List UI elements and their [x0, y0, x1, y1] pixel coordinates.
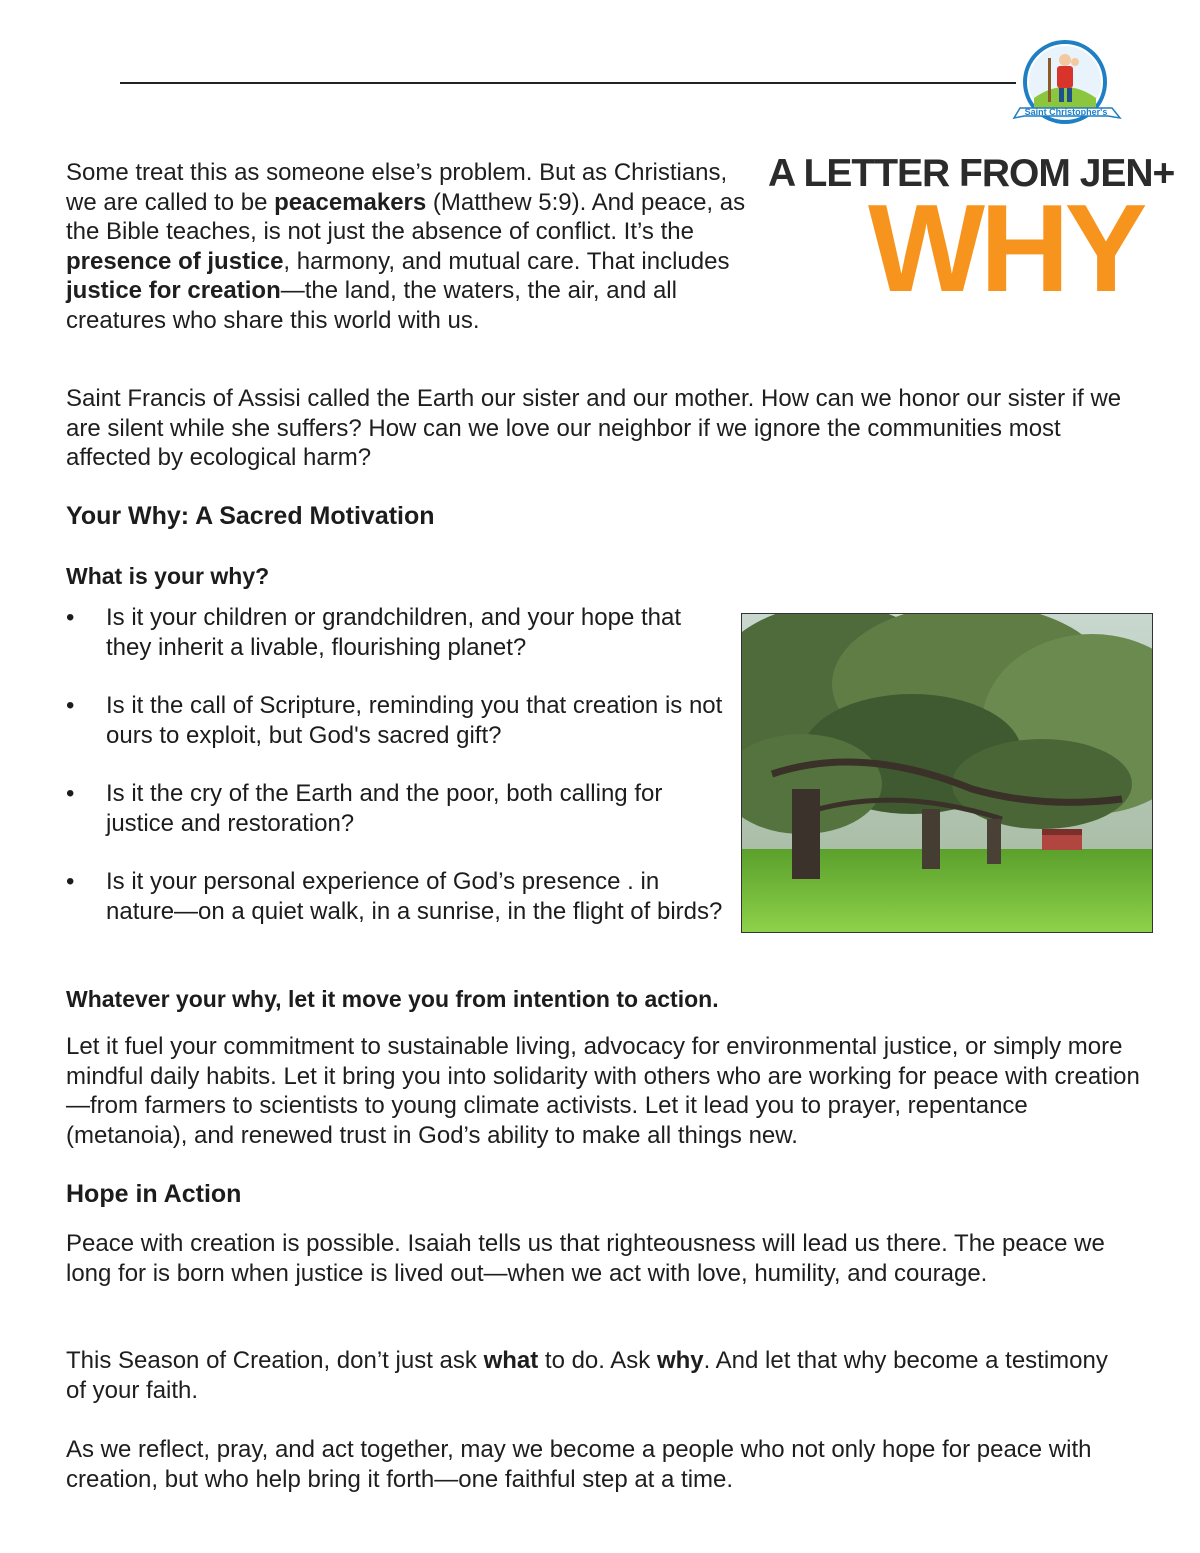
why-bullet-list	[66, 603, 726, 955]
intro-text-4: —the land, the waters, the air, and all creatures who share this world with us.	[66, 277, 677, 334]
action-heading: Whatever your why, let it move you from intention to action.	[66, 986, 719, 1012]
bullet-icon: •	[66, 780, 75, 807]
intro-text-1: Some treat this as someone else’s problem. But as Christians, we are called to be	[66, 159, 728, 216]
list-item	[66, 867, 726, 926]
section-heading-your-why: Your Why: A Sacred Motivation	[66, 502, 435, 530]
season-text-1: This Season of Creation, don’t just ask	[66, 1347, 484, 1374]
intro-paragraph	[66, 158, 756, 335]
list-item	[66, 779, 726, 838]
church-logo	[1012, 38, 1124, 134]
intro-text-2: (Matthew 5:9). And peace, as the Bible teaches, is not just the absence of conflict. It’s the	[66, 188, 746, 245]
season-bold-what: what	[483, 1347, 539, 1374]
closing-paragraph: As we reflect, pray, and act together, may we become a people who not only hope for peace with creation, but who help bring it forth—one faithful step at a time.	[66, 1436, 1092, 1493]
title-line-1: A LETTER FROM JEN+	[768, 152, 1175, 195]
bullet-icon: •	[66, 692, 75, 719]
title-why: WHY	[868, 180, 1143, 318]
subheading-what-is-your-why: What is your why?	[66, 563, 270, 589]
bullet-text: Is it the cry of the Earth and the poor, both calling for justice and restoration?	[106, 780, 663, 837]
intro-text-3: , harmony, and mutual care. That includes	[283, 247, 730, 275]
hope-paragraph: Peace with creation is possible. Isaiah tells us that righteousness will lead us there. The peace we long for is born when justice is lived out—when we act with love, humility, and courage.	[66, 1230, 1105, 1287]
list-item	[66, 691, 726, 750]
oak-trees-photo	[741, 613, 1153, 933]
season-paragraph	[66, 1346, 1126, 1405]
section-heading-hope-in-action: Hope in Action	[66, 1180, 242, 1208]
season-text-3: . And let that why become a testimony of your faith.	[66, 1347, 1108, 1404]
bullet-icon: •	[66, 604, 75, 631]
intro-bold-presence-of-justice: presence of justice	[66, 247, 284, 275]
bullet-text: Is it your personal experience of God’s presence . in nature—on a quiet walk, in a sunrise, in the flight of birds?	[106, 868, 723, 925]
bullet-text: Is it the call of Scripture, reminding you that creation is not ours to exploit, but God's sacred gift?	[106, 692, 723, 749]
intro-bold-justice-for-creation: justice for creation	[66, 277, 281, 304]
action-paragraph: Let it fuel your commitment to sustainable living, advocacy for environmental justice, or simply more mindful daily habits. Let it bring you into solidarity with others who are working for peace with creation—from farmers to scientists to young climate activists. Let it lead you to prayer, repentance (metanoia), and renewed trust in God’s ability to make all things new.	[66, 1033, 1140, 1149]
header-rule	[120, 82, 1016, 84]
list-item	[66, 603, 726, 662]
bullet-icon: •	[66, 868, 75, 895]
francis-paragraph: Saint Francis of Assisi called the Earth our sister and our mother. How can we honor our sister if we are silent while she suffers? How can we love our neighbor if we ignore the communities most affected by ecological harm?	[66, 385, 1122, 471]
letter-title	[768, 150, 1175, 318]
season-text-2: to do. Ask	[538, 1347, 657, 1374]
bullet-text: Is it your children or grandchildren, and your hope that they inherit a livable, flourishing planet?	[106, 604, 682, 661]
logo-text: Saint Christopher's	[1024, 107, 1108, 117]
intro-bold-peacemakers: peacemakers	[274, 188, 427, 216]
season-bold-why: why	[656, 1347, 704, 1374]
